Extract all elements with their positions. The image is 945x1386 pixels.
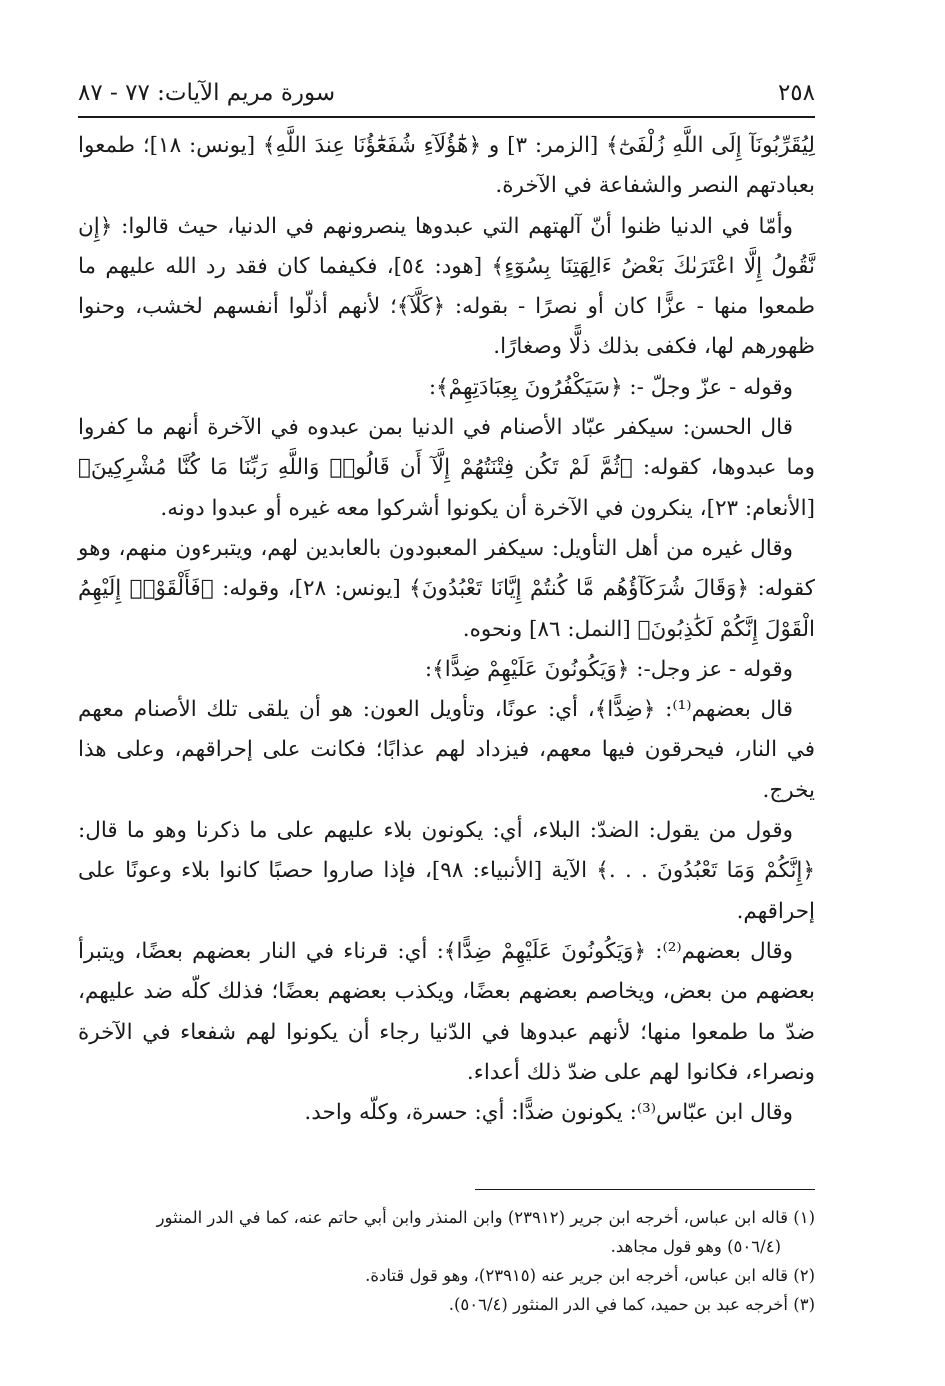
paragraph: وقول من يقول: الضدّ: البلاء، أي: يكونون بلاء عليهم على ما ذكرنا وهو ما قال: ﴿إِنَّكُمْ وَمَا تَعْبُدُونَ . . .﴾ الآية [الأنبياء: ٩٨]، فإذا صاروا حصبًا كانوا بلاء وعونًا على إحراقهم.: [78, 818, 815, 924]
footnote-marker: (١): [793, 1208, 815, 1227]
footnote-continuation: (٥٠٦/٤) وهو قول مجاهد.: [610, 1237, 781, 1256]
paragraph: وقال بعضهم⁽²⁾: ﴿وَيَكُونُونَ عَلَيْهِمْ ضِدًّا﴾: أي: قرناء في النار بعضهم بعضًا، ويتبرأ بعضهم من بعض، ويخاصم بعضهم بعضًا، ويكذب بعضهم بعضًا؛ فذلك كلّه ضد عليهم، ضدّ ما طمعوا منها؛ لأنهم عبدوها في الدّنيا رجاء أن يكونوا لهم شفعاء في الآخرة ونصراء، فكانوا لهم على ضدّ ذلك أعداء.: [78, 938, 815, 1085]
paragraph: وقوله - عز وجل-: ﴿وَيَكُونُونَ عَلَيْهِمْ ضِدًّا﴾:: [424, 656, 793, 682]
paragraph: وقوله - عزّ وجلّ -: ﴿سَيَكْفُرُونَ بِعِبَادَتِهِمْ﴾:: [428, 374, 793, 400]
footnotes: [78, 1203, 815, 1319]
footnote-marker: (٢): [793, 1266, 815, 1285]
paragraph: لِيُقَرِّبُونَآ إِلَى اللَّهِ زُلْفَىٰٓ﴾ [الزمر: ٣] و ﴿هَٰٓؤُلَآءِ شُفَعَٰٓؤُنَا عِندَ اللَّهِ﴾ [يونس: ١٨]؛ طمعوا بعبادتهم النصر والشفاعة في الآخرة.: [78, 133, 815, 199]
page-number: ٢٥٨: [777, 80, 815, 106]
page-header: [78, 76, 815, 110]
paragraph: وأمّا في الدنيا ظنوا أنّ آلهتهم التي عبدوها ينصرونهم في الدنيا، حيث قالوا: ﴿إِن نَّقُولُ إِلَّا اعْتَرَىٰكَ بَعْضُ ءَالِهَتِنَا بِسُوٓءٍ﴾ [هود: ٥٤]، فكيفما كان فقد رد الله عليهم ما طمعوا منها - عزًّا كان أو نصرًا - بقوله: ﴿كَلَّآ﴾؛ لأنهم أذلّوا أنفسهم لخشب، وحنوا ظهورهم لها، فكفى بذلك ذلًّا وصغارًا.: [78, 213, 815, 360]
paragraph: قال بعضهم⁽¹⁾: ﴿ضِدًّا﴾، أي: عونًا، وتأويل العون: هو أن يلقى تلك الأصنام معهم في النار، فيحرقون فيها معهم، فيزداد لهم عذابًا؛ فكانت على إحراقهم، وعلى هذا يخرج.: [78, 697, 815, 803]
footnote-item: [78, 1290, 815, 1319]
paragraph: وقال ابن عبّاس⁽³⁾: يكونون ضدًّا: أي: حسرة، وكلّه واحد.: [304, 1100, 793, 1126]
footnote-text: قاله ابن عباس، أخرجه ابن جرير (٢٣٩١٢) وابن المنذر وابن أبي حاتم عنه، كما في الدر المنثور: [156, 1208, 788, 1227]
footnote-text: أخرجه عبد بن حميد، كما في الدر المنثور (٥٠٦/٤).: [448, 1295, 788, 1314]
footnote-rule: [475, 1189, 815, 1190]
footnote-item: [78, 1203, 815, 1232]
main-text: [78, 126, 815, 1133]
footnote-marker: (٣): [793, 1295, 815, 1314]
footnote-text: قاله ابن عباس، أخرجه ابن جرير عنه (٢٣٩١٥)، وهو قول قتادة.: [365, 1266, 788, 1285]
footnote-item: [78, 1261, 815, 1290]
paragraph: قال الحسن: سيكفر عبّاد الأصنام في الدنيا بمن عبدوه في الآخرة أنهم ما كفروا وما عبدوها، كقوله: ﴿ثُمَّ لَمْ تَكُن فِتْنَتُهُمْ إِلَّآ أَن قَالُوا۟ وَاللَّهِ رَبِّنَا مَا كُنَّا مُشْرِكِينَ﴾ [الأنعام: ٢٣]، ينكرون في الآخرة أن يكونوا أشركوا معه غيره أو عبدوا دونه.: [78, 415, 815, 521]
paragraph: وقال غيره من أهل التأويل: سيكفر المعبودون بالعابدين لهم، ويتبرءون منهم، وهو كقوله: ﴿وَقَالَ شُرَكَآؤُهُم مَّا كُنتُمْ إِيَّانَا تَعْبُدُونَ﴾ [يونس: ٢٨]، وقوله: ﴿فَأَلْقَوْا۟ إِلَيْهِمُ الْقَوْلَ إِنَّكُمْ لَكَٰذِبُونَ﴾ [النمل: ٨٦] ونحوه.: [78, 535, 816, 642]
header-rule: [78, 116, 815, 118]
running-title: سورة مريم الآيات: ٧٧ - ٨٧: [78, 80, 336, 106]
